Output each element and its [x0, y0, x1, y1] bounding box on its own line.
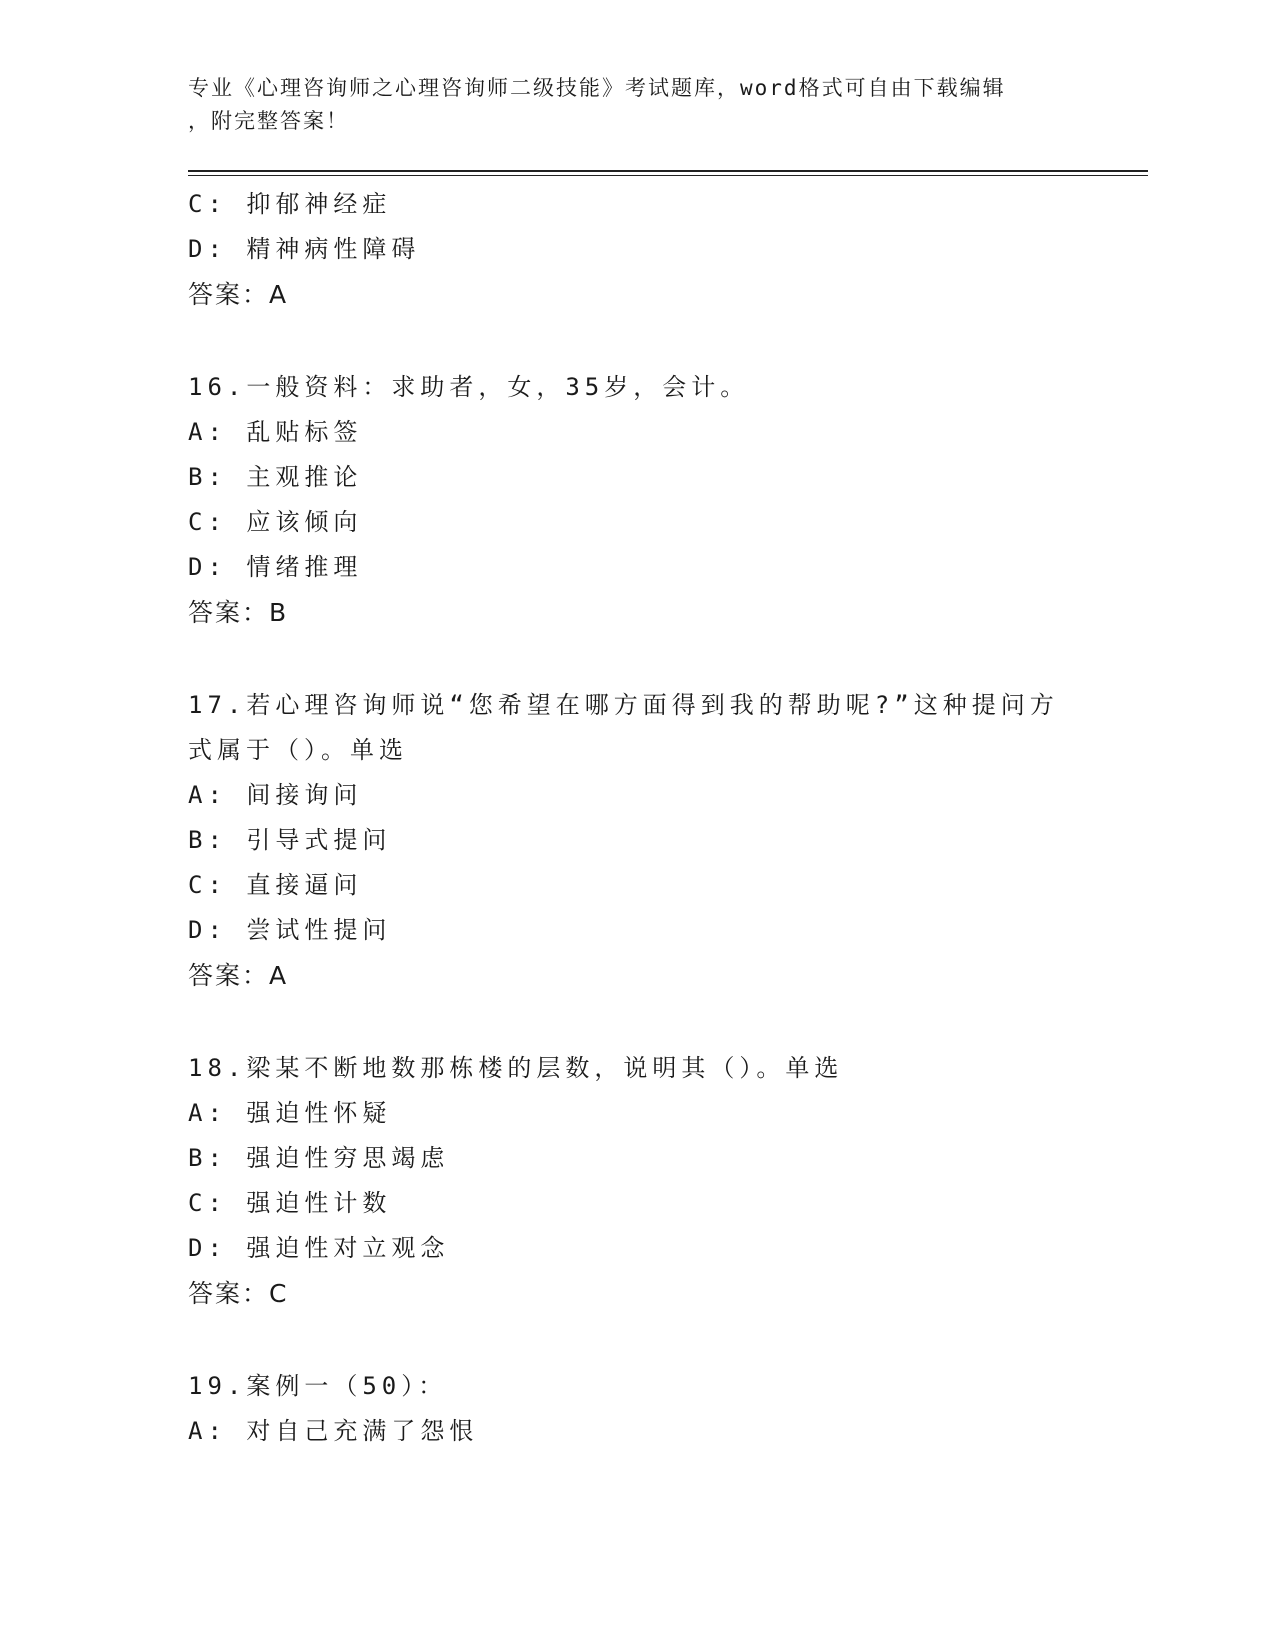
- option-d: D: 情绪推理: [188, 553, 363, 581]
- option-c: C: 直接逼问: [188, 871, 363, 899]
- question-18: [188, 1046, 1148, 1316]
- question-list: [188, 182, 1148, 1454]
- spacer: [188, 317, 1148, 365]
- option-d: D: 尝试性提问: [188, 916, 392, 944]
- option-d: D: 精神病性障碍: [188, 235, 421, 263]
- question-stem: 16.一般资料：求助者，女，35岁，会计。: [188, 373, 750, 401]
- answer-label: 答案：B: [188, 598, 289, 627]
- option-d: D: 强迫性对立观念: [188, 1234, 450, 1262]
- document-header: [188, 0, 1068, 138]
- question-17: [188, 683, 1148, 998]
- header-title: 专业《心理咨询师之心理咨询师二级技能》考试题库，word格式可自由下载编辑: [188, 76, 1006, 100]
- option-c: C: 应该倾向: [188, 508, 363, 536]
- question-19: [188, 1364, 1148, 1454]
- header-divider: [188, 170, 1148, 176]
- option-a: A: 乱贴标签: [188, 418, 363, 446]
- answer-label: 答案：A: [188, 961, 289, 990]
- question-stem: 19.案例一（50）：: [188, 1372, 448, 1400]
- option-b: B: 主观推论: [188, 463, 363, 491]
- option-b: B: 引导式提问: [188, 826, 392, 854]
- question-15: [188, 182, 1148, 317]
- spacer: [188, 1316, 1148, 1364]
- document-page: [188, 0, 1148, 1454]
- spacer: [188, 635, 1148, 683]
- option-a: A: 对自己充满了怨恨: [188, 1417, 479, 1445]
- option-c: C: 抑郁神经症: [188, 190, 392, 218]
- question-stem: 18.梁某不断地数那栋楼的层数，说明其（）。单选: [188, 1054, 844, 1082]
- answer-label: 答案：A: [188, 280, 289, 309]
- question-16: [188, 365, 1148, 635]
- spacer: [188, 998, 1148, 1046]
- header-subtitle: ，附完整答案！: [188, 109, 349, 133]
- option-a: A: 间接询问: [188, 781, 363, 809]
- answer-label: 答案：C: [188, 1279, 289, 1308]
- question-stem: 17.若心理咨询师说“您希望在哪方面得到我的帮助呢?”这种提问方式属于（）。单选: [188, 691, 1059, 764]
- option-b: B: 强迫性穷思竭虑: [188, 1144, 450, 1172]
- option-a: A: 强迫性怀疑: [188, 1099, 392, 1127]
- option-c: C: 强迫性计数: [188, 1189, 392, 1217]
